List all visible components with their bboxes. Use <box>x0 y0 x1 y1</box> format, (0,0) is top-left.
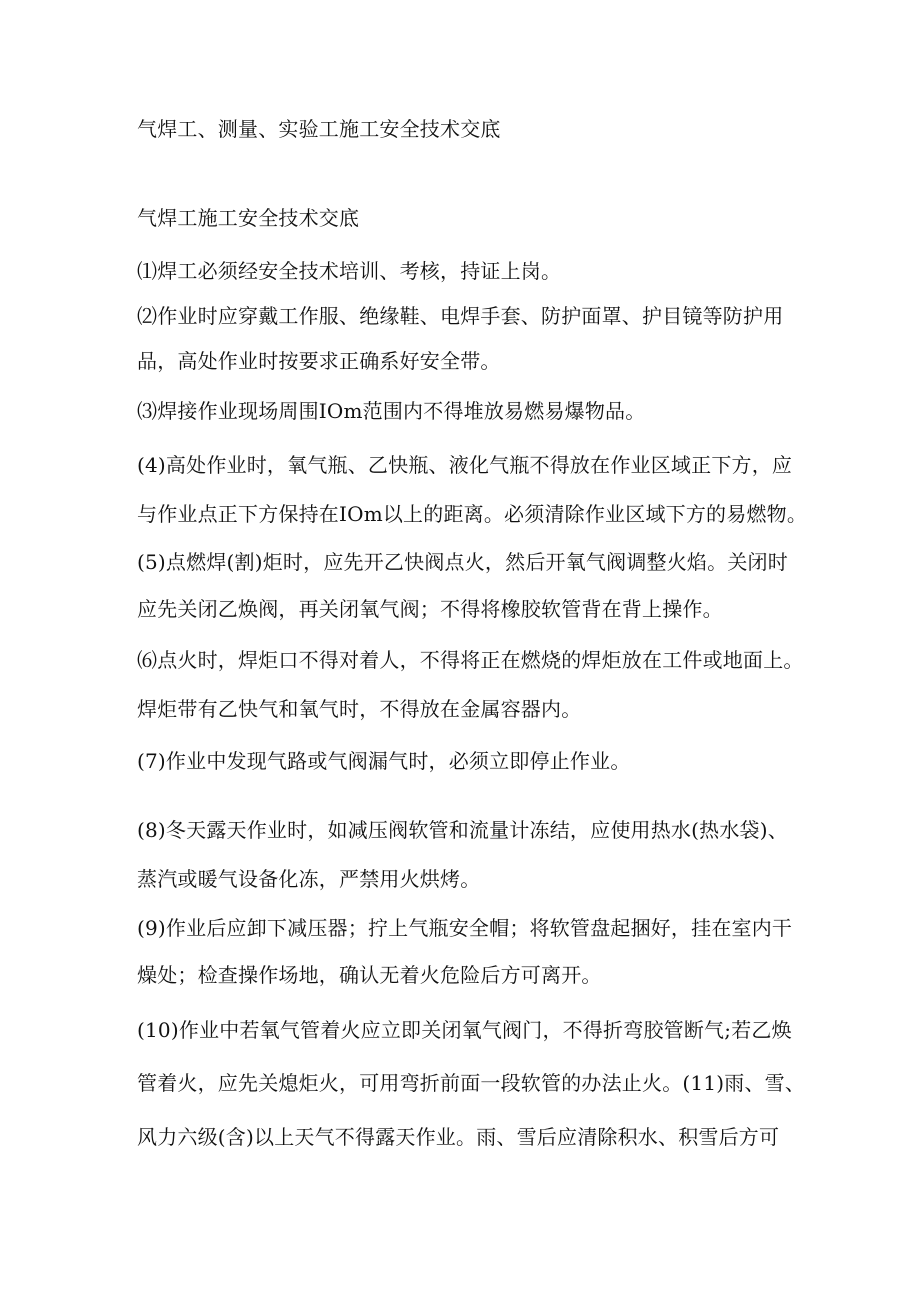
paragraph-line: (9)作业后应卸下减压器；拧上气瓶安全帽；将软管盘起捆好，挂在室内干 <box>137 916 793 940</box>
paragraph-line: 品，高处作业时按要求正确系好安全带。 <box>137 349 501 373</box>
paragraph-line: (7)作业中发现气路或气阀漏气时，必须立即停止作业。 <box>137 749 631 773</box>
section-heading: 气焊工施工安全技术交底 <box>137 206 360 230</box>
paragraph-line: (8)冬天露天作业时，如减压阀软管和流量计冻结，应使用热水(热水袋)、 <box>137 818 788 842</box>
paragraph-line: (5)点燃焊(割)炬时，应先开乙快阀点火，然后开氧气阀调整火焰。关闭时 <box>137 550 788 574</box>
paragraph-line: ⑹点火时，焊炬口不得对着人，不得将正在燃烧的焊炬放在工件或地面上。 <box>137 648 804 672</box>
paragraph-line: 燥处；检查操作场地，确认无着火危险后方可离开。 <box>137 963 602 987</box>
paragraph-line: 蒸汽或暖气设备化冻，严禁用火烘烤。 <box>137 867 481 891</box>
paragraph-line: 风力六级(含)以上天气不得露天作业。雨、雪后应清除积水、积雪后方可 <box>137 1125 780 1149</box>
paragraph-line: 应先关闭乙焕阀，再关闭氧气阀；不得将橡胶软管背在背上操作。 <box>137 597 723 621</box>
paragraph-line: 与作业点正下方保持在IOm以上的距离。必须清除作业区域下方的易燃物。 <box>137 502 808 526</box>
paragraph-line: (4)高处作业时，氧气瓶、乙快瓶、液化气瓶不得放在作业区域正下方，应 <box>137 453 793 477</box>
paragraph-line: ⑴焊工必须经安全技术培训、考核，持证上岗。 <box>137 259 562 283</box>
document-title: 气焊工、测量、实验工施工安全技术交底 <box>137 117 501 141</box>
paragraph-line: ⑶焊接作业现场周围IOm范围内不得堆放易燃易爆物品。 <box>137 399 646 423</box>
paragraph-line: 管着火，应先关熄炬火，可用弯折前面一段软管的办法止火。(11)雨、雪、 <box>137 1071 806 1095</box>
paragraph-line: (10)作业中若氧气管着火应立即关闭氧气阀门，不得折弯胶管断气;若乙焕 <box>137 1018 792 1042</box>
paragraph-line: 焊炬带有乙快气和氧气时，不得放在金属容器内。 <box>137 697 582 721</box>
paragraph-line: ⑵作业时应穿戴工作服、绝缘鞋、电焊手套、防护面罩、护目镜等防护用 <box>137 304 784 328</box>
